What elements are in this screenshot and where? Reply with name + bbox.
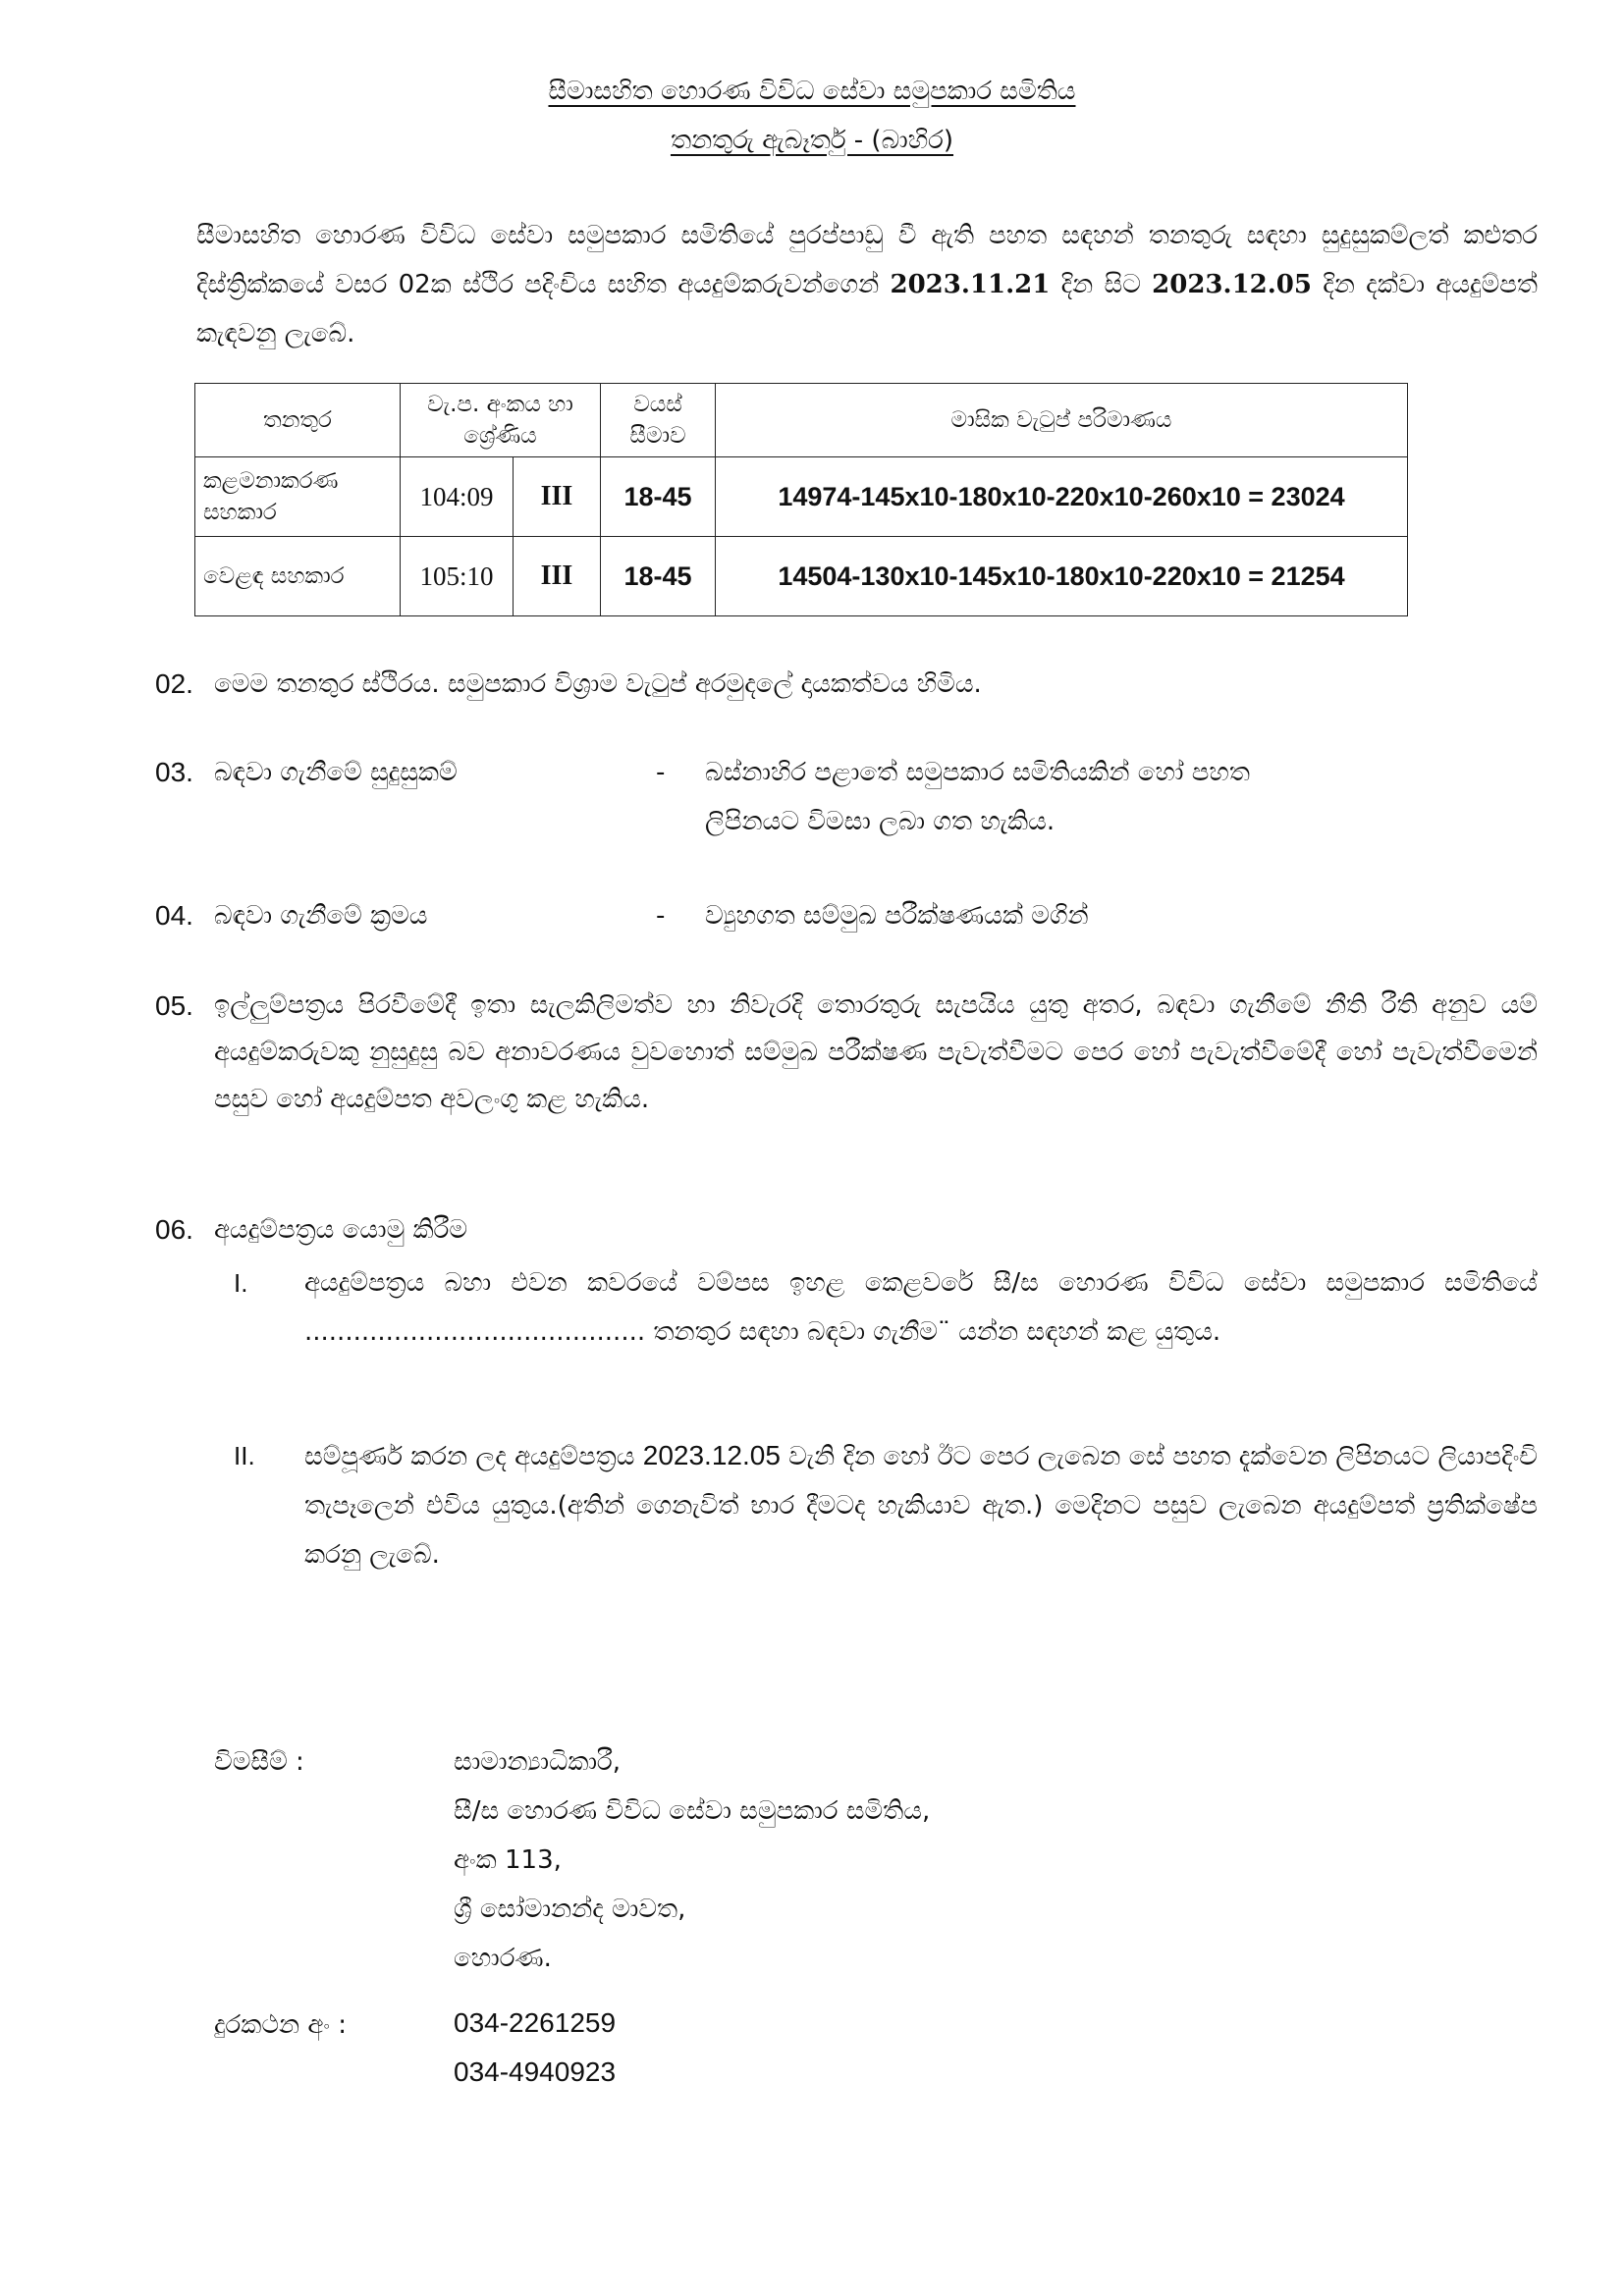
intro-date-from: 2023.11.21: [890, 270, 1051, 299]
section-label: බඳවා ගැනීමේ ක්‍රමය: [214, 901, 428, 931]
section-number: 04.: [155, 900, 193, 931]
document-title: සීමාසහිත හොරණ විවිධ සේවා සමුපකාර සමිතිය: [548, 77, 1076, 106]
cell-code: 105:10: [401, 537, 514, 616]
header-post: තනතුර: [195, 384, 401, 457]
subitem-number: I.: [234, 1268, 248, 1298]
section-number: 02.: [155, 668, 193, 699]
section-label: බඳවා ගැනීමේ සුදුසුකම්: [214, 758, 458, 787]
phone-number: 034-4940923: [454, 2056, 617, 2087]
table-row: [195, 537, 1408, 616]
document-subtitle: තනතුරු ඇබෑර්තු - (බාහිර): [670, 126, 954, 155]
subitem-number: II.: [234, 1441, 255, 1470]
subitem-date: 2023.12.05: [642, 1440, 781, 1470]
cell-age: 18-45: [601, 537, 716, 616]
cell-post: කළමනාකරණ සහකාර: [195, 457, 401, 537]
vacancy-table: [194, 383, 1408, 616]
phone-number: 034-2261259: [454, 2007, 617, 2038]
intro-word-to: දින දක්වා අයදුම්පත් කැඳවනු ලැබේ.: [196, 270, 1538, 348]
address-line: සී/ස හොරණ විවිධ සේවා සමුපකාර සමිතිය,: [454, 1796, 931, 1826]
section-06-number: 06.: [155, 1214, 193, 1245]
intro-paragraph: [196, 211, 1538, 358]
table-header-row: [195, 384, 1408, 457]
cell-age: 18-45: [601, 457, 716, 537]
section-05-number: 05.: [155, 990, 193, 1021]
cell-code: 104:09: [401, 457, 514, 537]
address-line: සාමාන්‍යාධිකාරී,: [454, 1747, 621, 1777]
cell-salary: 14504-130x10-145x10-180x10-220x10 = 21254: [716, 537, 1408, 616]
section-dash: -: [656, 901, 666, 931]
table-row: [195, 457, 1408, 537]
cell-salary: 14974-145x10-180x10-220x10-260x10 = 23024: [716, 457, 1408, 537]
header-code-grade: වැ.ප. අංකය හා ශ්‍රේණිය: [401, 384, 601, 457]
phone-label: දුරකථන අං :: [214, 2010, 347, 2040]
cell-grade: III: [514, 537, 601, 616]
cell-grade: III: [514, 457, 601, 537]
section-dash: -: [656, 758, 666, 787]
subitem-text-a: සම්පූර්ණ කරන ලද අයදුම්පත්‍රය: [304, 1442, 643, 1471]
intro-text: සීමාසහිත හොරණ විවිධ සේවා සමුපකාර සමිතියේ පුරප්පාඩු වී ඇති පහත සඳහන් තනතුරු සඳහා සුදුසුකම්ලත් කළුතර දිස්ත්‍රික්කයේ වසර 02ක ස්ථිර පදිංචිය සහිත අයදුම්කරුවන්ගෙන්: [196, 221, 1538, 299]
subitem-text: අයදුම්පත්‍රය බහා එවන කවරයේ වම්පස ඉහළ කෙළවරේ සී/ස හොරණ විවිධ සේවා සමුපකාර සමිතියේ .......................................... තනතුර සඳහා බඳවා ගැනීම¨ යන්න සඳහන් කළ යුතුය.: [304, 1268, 1538, 1347]
subitem-text-b: වැනි දින හෝ ඊට පෙර ලැබෙන සේ පහත දැක්වෙන ලිපිනයට ලියාපදිංචි තැපෑලෙන් එවිය යුතුය.(අතින් ගෙනැවිත් භාර දීමටද හැකියාව ඇත.) මෙදිනට පසුව ලැබෙන අයදුම්පත් ප්‍රතික්ෂේප කරනු ලැබේ.: [304, 1442, 1538, 1570]
intro-date-to: 2023.12.05: [1152, 270, 1312, 299]
intro-word-from: දින සිට: [1050, 270, 1153, 299]
section-number: 03.: [155, 757, 193, 787]
section-06-title: අයදුම්පත්‍රය යොමු කිරීම: [214, 1215, 468, 1245]
subitem-text: [304, 1431, 1538, 1579]
address-line: ශ්‍රී සෝමානන්ද මාවත,: [454, 1895, 686, 1924]
section-value-line2: ලිපිනයට විමසා ලබා ගත හැකිය.: [705, 807, 1056, 836]
section-text: මෙම තනතුර ස්ථිරය. සමුපකාර විශ්‍රාම වැටුප් අරමුදලේ දායකත්වය හිමිය.: [214, 669, 982, 699]
phone-list: [454, 1999, 616, 2097]
inquiry-label: විමසීම් :: [214, 1747, 304, 1777]
section-05-text: ඉල්ලුම්පත්‍රය පිරවීමේදී ඉතා සැලකිලිමත්ව හා නිවැරදි තොරතුරු සැපයිය යුතු අතර, බඳවා ගැනීමේ නීති රීති අනුව යම් අයදුම්කරුවකු නුසුදුසු බව අනාවරණය වුවහොත් සම්මුඛ පරීක්ෂණ පැවැත්වීමට පෙර හෝ පැවැත්වීමේදී හෝ පැවැත්වීමෙන් පසුව හෝ අයදුම්පත අවලංගු කළ හැකිය.: [214, 990, 1538, 1114]
address-line: අංක 113,: [454, 1845, 562, 1875]
address-line: හොරණ.: [454, 1944, 552, 1973]
cell-post: වෙළඳ සහකාර: [195, 537, 401, 616]
section-value: ව්‍යුහගත සම්මුඛ පරීක්ෂණයක් මගින්: [705, 901, 1089, 931]
header-salary: මාසික වැටුප් පරිමාණය: [716, 384, 1408, 457]
header-age: වයස් සීමාව: [601, 384, 716, 457]
contact-address: [454, 1737, 930, 1983]
section-value-line1: බස්නාහිර පළාතේ සමුපකාර සමිතියකින් හෝ පහත: [705, 758, 1250, 787]
